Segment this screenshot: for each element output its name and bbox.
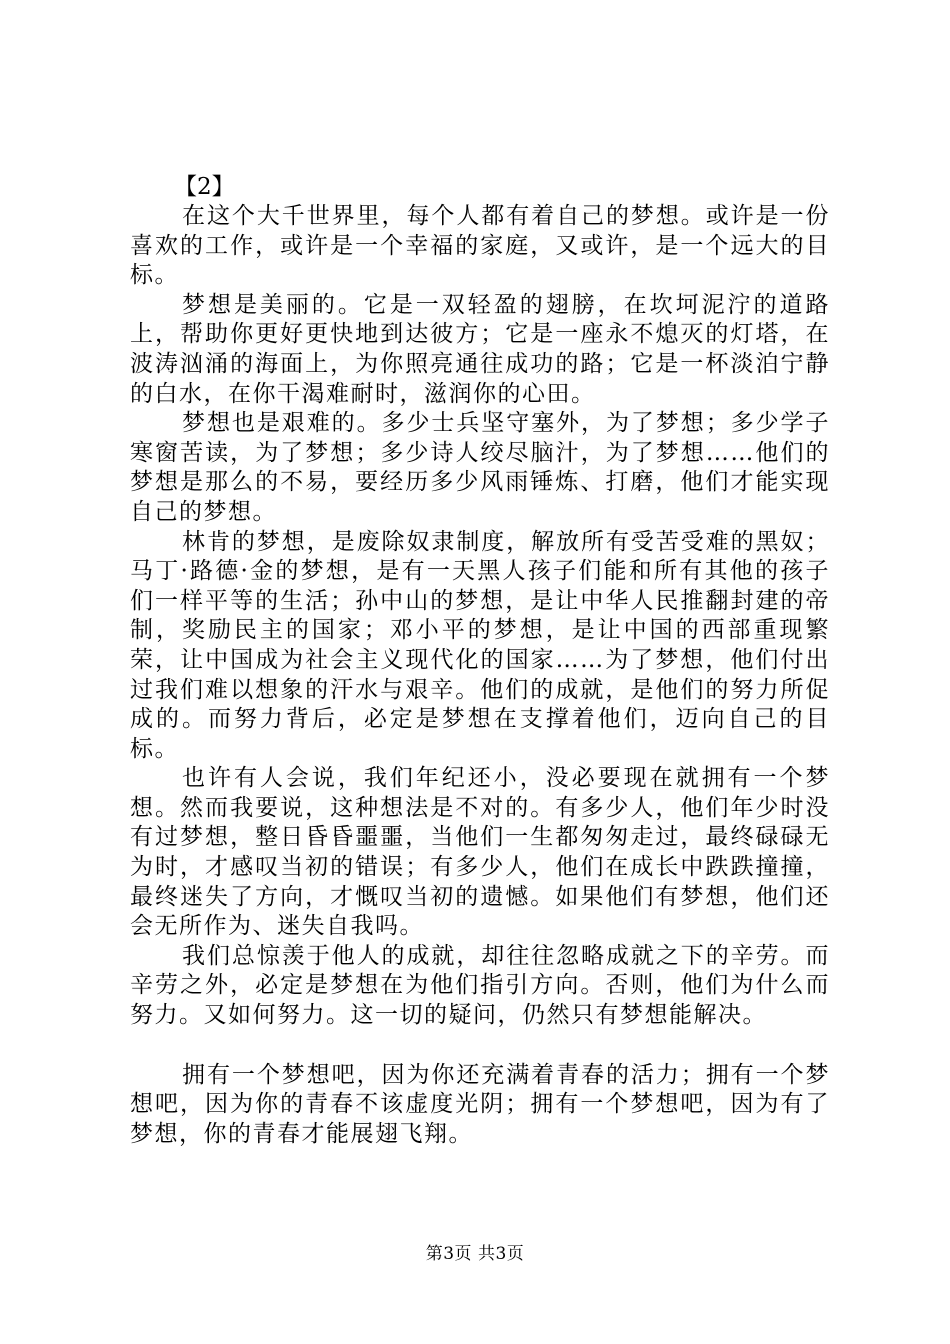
paragraph-famous-dreams: 林肯的梦想，是废除奴隶制度，解放所有受苦受难的黑奴；马丁·路德·金的梦想，是有一天黑人孩子们能和所有其他的孩子们一样平等的生活；孙中山的梦想，是让中华人民推翻封建的帝制，奖励民主的国家；邓小平的梦想，是让中国的西部重现繁荣，让中国成为社会主义现代化的国家……为了梦想，他们付出过我们难以想象的汗水与艰辛。他们的成就，是他们的努力所促成的。而努力背后，必定是梦想在支撑着他们，迈向自己的目标。 [130,528,830,762]
page-number-footer: 第3页 共3页 [425,1244,525,1264]
section-marker: 【2】 [174,174,235,200]
paragraph-dream-beautiful: 梦想是美丽的。它是一双轻盈的翅膀，在坎坷泥泞的道路上，帮助你更好更快地到达彼方；它是一座永不熄灭的灯塔，在波涛汹涌的海面上，为你照亮通往成功的路；它是一杯淡泊宁静的白水，在你干渴难耐时，滋润你的心田。 [130,291,830,407]
paragraph-conclusion: 拥有一个梦想吧，因为你还充满着青春的活力；拥有一个梦想吧，因为你的青春不该虚度光阴；拥有一个梦想吧，因为有了梦想，你的青春才能展翅飞翔。 [130,1061,830,1147]
paragraph-dream-difficult: 梦想也是艰难的。多少士兵坚守塞外，为了梦想；多少学子寒窗苦读，为了梦想；多少诗人绞尽脑汁，为了梦想……他们的梦想是那么的不易，要经历多少风雨锤炼、打磨，他们才能实现自己的梦想。 [130,410,830,525]
paragraph-intro: 在这个大千世界里，每个人都有着自己的梦想。或许是一份喜欢的工作，或许是一个幸福的家庭，又或许，是一个远大的目标。 [130,203,830,289]
paragraph-hard-work: 我们总惊羡于他人的成就，却往往忽略成就之下的辛劳。而辛劳之外，必定是梦想在为他们指引方向。否则，他们为什么而努力。又如何努力。这一切的疑问，仍然只有梦想能解决。 [130,942,830,1029]
document-body [130,172,830,1149]
paragraph-young-dream: 也许有人会说，我们年纪还小，没必要现在就拥有一个梦想。然而我要说，这种想法是不对的。有多少人，他们年少时没有过梦想，整日昏昏噩噩，当他们一生都匆匆走过，最终碌碌无为时，才感叹当初的错误；有多少人，他们在成长中跌跌撞撞，最终迷失了方向，才慨叹当初的遗憾。如果他们有梦想，他们还会无所作为、迷失自我吗。 [130,765,830,940]
